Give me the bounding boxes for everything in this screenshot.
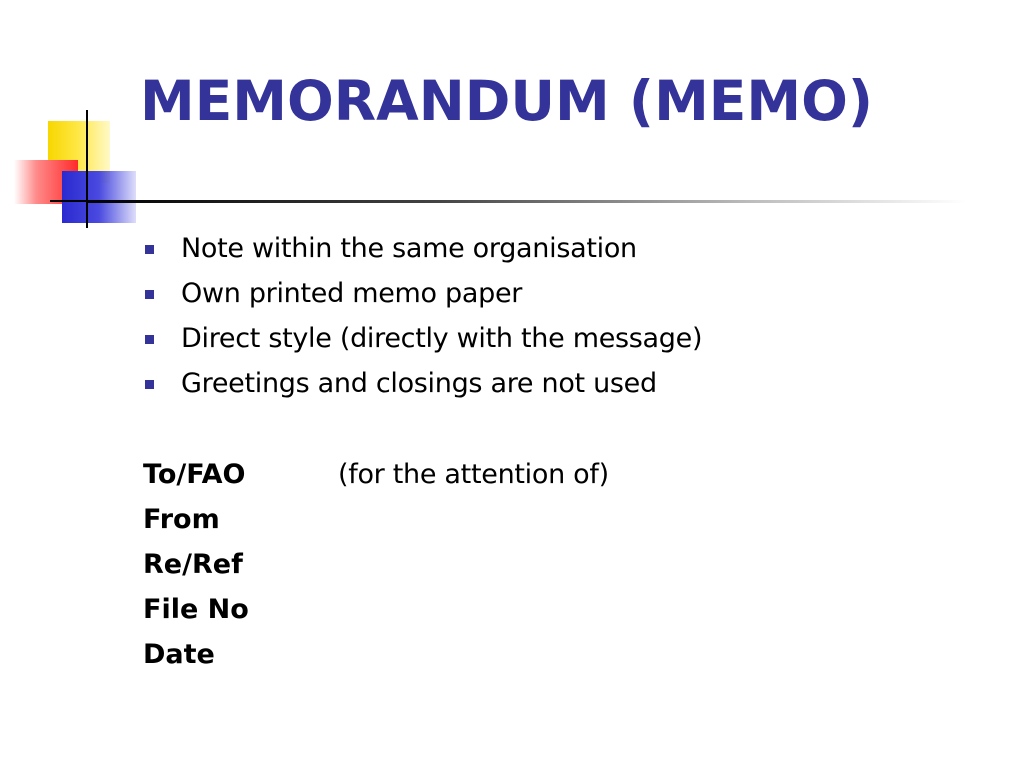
memo-field-label: File No [143, 594, 249, 625]
memo-field-label: To/FAO [143, 459, 246, 490]
memo-field-note: (for the attention of) [338, 459, 609, 490]
bullet-text: Direct style (directly with the message) [181, 323, 703, 354]
square-bullet-icon [145, 335, 154, 344]
decorative-logo-squares [0, 0, 160, 240]
bullet-text: Note within the same organisation [181, 233, 637, 264]
square-bullet-icon [145, 290, 154, 299]
memo-header-fields [143, 455, 609, 680]
bullet-item [145, 276, 702, 321]
blue-square-decoration [62, 171, 136, 223]
bullet-text: Own printed memo paper [181, 278, 523, 309]
square-bullet-icon [145, 380, 154, 389]
memo-field-label: Date [143, 639, 215, 670]
square-bullet-icon [145, 245, 154, 254]
memo-field-label: From [143, 504, 220, 535]
title-underline-rule [86, 200, 966, 203]
bullet-item [145, 321, 702, 366]
memo-field-label: Re/Ref [143, 549, 243, 580]
memo-field-row [143, 455, 609, 500]
vertical-crosshair-line [86, 110, 88, 228]
memo-field-row [143, 500, 609, 545]
memo-field-row [143, 590, 609, 635]
memo-field-row [143, 635, 609, 680]
bullet-text: Greetings and closings are not used [181, 368, 657, 399]
bullet-item [145, 231, 702, 276]
bullet-list [145, 231, 702, 411]
bullet-item [145, 366, 702, 411]
slide-title: MEMORANDUM (MEMO) [140, 69, 873, 133]
memo-field-row [143, 545, 609, 590]
